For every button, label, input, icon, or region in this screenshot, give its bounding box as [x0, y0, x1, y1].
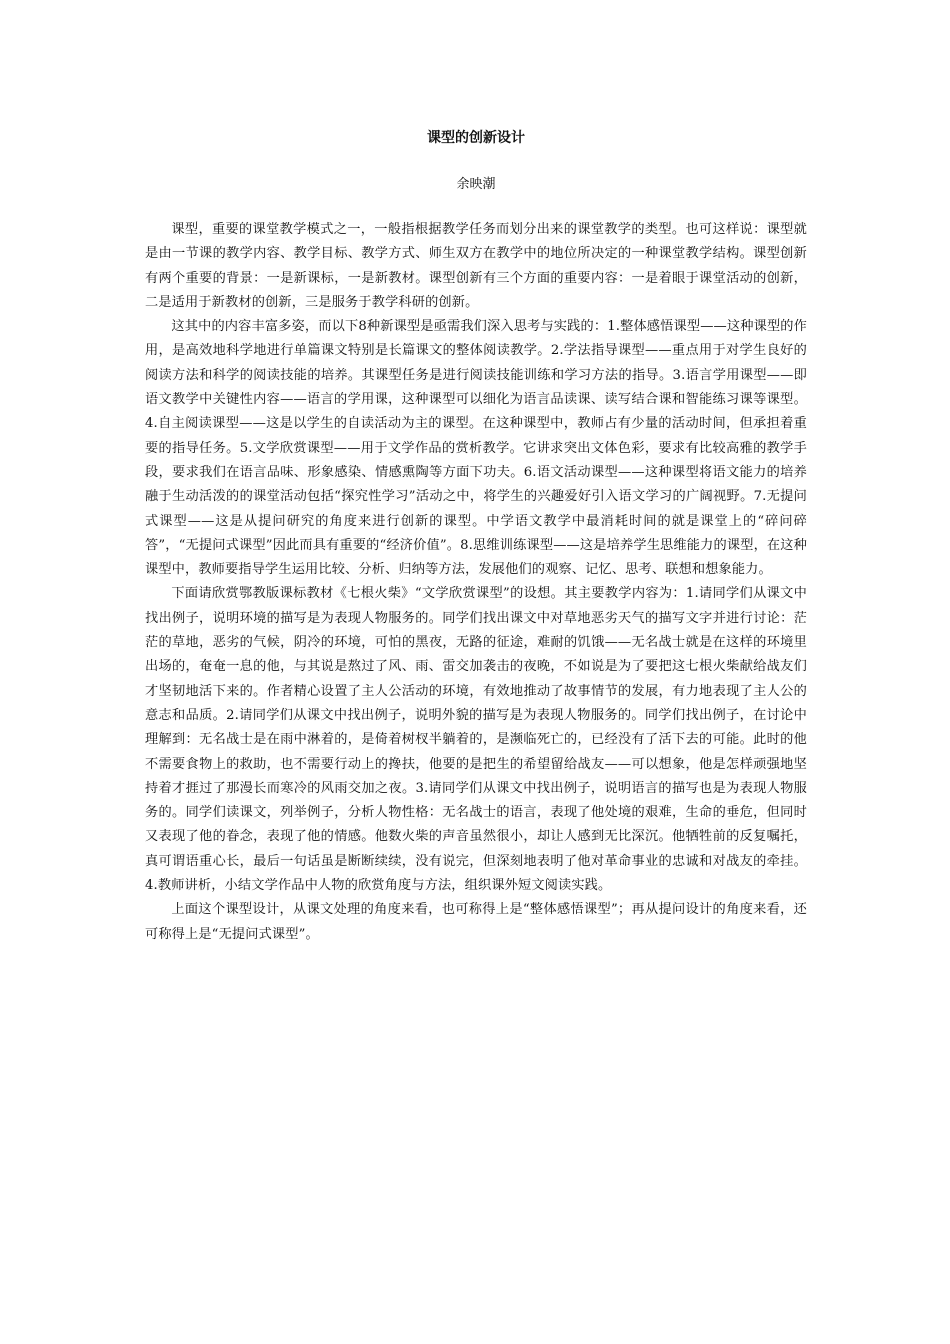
document-page: [145, 0, 807, 1344]
document-body: [145, 218, 807, 947]
paragraph-intro: 课型，重要的课堂教学模式之一，一般指根据教学任务而划分出来的课堂教学的类型。也可这样说：课型就是由一节课的教学内容、教学目标、教学方式、师生双方在教学中的地位所决定的一种课堂教学结构。课型创新有两个重要的背景：一是新课标，一是新教材。课型创新有三个方面的重要内容：一是着眼于课堂活动的创新，二是适用于新教材的创新，三是服务于教学科研的创新。: [145, 222, 807, 310]
document-author: 余映潮: [456, 177, 496, 192]
paragraph-eight-lesson-types: 这其中的内容丰富多姿，而以下8种新课型是亟需我们深入思考与实践的：1.整体感悟课型——这种课型的作用，是高效地科学地进行单篇课文特别是长篇课文的整体阅读教学。2.学法指导课型——重点用于对学生良好的阅读方法和科学的阅读技能的培养。其课型任务是进行阅读技能训练和学习方法的指导。3.语言学用课型——即语文教学中关键性内容——语言的学用课，这种课型可以细化为语言品读课、读写结合课和智能练习课等课型。4.自主阅读课型——这是以学生的自读活动为主的课型。在这种课型中，教师占有少量的活动时间，但承担着重要的指导任务。5.文学欣赏课型——用于文学作品的赏析教学。它讲求突出文体色彩，要求有比较高雅的教学手段，要求我们在语言品味、形象感染、情感熏陶等方面下功夫。6.语文活动课型——这种课型将语文能力的培养融于生动活泼的的课堂活动包括“探究性学习”活动之中，将学生的兴趣爱好引入语文学习的广阔视野。7.无提问式课型——这是从提问研究的角度来进行创新的课型。中学语文教学中最消耗时间的就是课堂上的“碎问碎答”，“无提问式课型”因此而具有重要的“经济价值”。8.思维训练课型——这是培养学生思维能力的课型，在这种课型中，教师要指导学生运用比较、分析、归纳等方法，发展他们的观察、记忆、思考、联想和想象能力。: [145, 319, 807, 578]
paragraph-conclusion: 上面这个课型设计，从课文处理的角度来看，也可称得上是“整体感悟课型”；再从提问设计的角度来看，还可称得上是“无提问式课型”。: [145, 902, 807, 942]
paragraph-example-design: 下面请欣赏鄂教版课标教材《七根火柴》“文学欣赏课型”的设想。其主要教学内容为：1.请同学们从课文中找出例子，说明环境的描写是为表现人物服务的。同学们找出课文中对草地恶劣天气的描写文字并进行讨论：茫茫的草地，恶劣的气候，阴冷的环境，可怕的黑夜，无路的征途，难耐的饥饿——无名战士就是在这样的环境里出场的，奄奄一息的他，与其说是熬过了风、雨、雷交加袭击的夜晚，不如说是为了要把这七根火柴献给战友们才坚韧地活下来的。作者精心设置了主人公活动的环境，有效地推动了故事情节的发展，有力地表现了主人公的意志和品质。2.请同学们从课文中找出例子，说明外貌的描写是为表现人物服务的。同学们找出例子，在讨论中理解到：无名战士是在雨中淋着的，是倚着树杈半躺着的，是濒临死亡的，已经没有了活下去的可能。此时的他不需要食物上的救助，也不需要行动上的搀扶，他要的是把生的希望留给战友——可以想象，他是怎样顽强地坚持着才捱过了那漫长而寒冷的风雨交加之夜。3.请同学们从课文中找出例子，说明语言的描写也是为表现人物服务的。同学们读课文，列举例子，分析人物性格：无名战士的语言，表现了他处境的艰难，生命的垂危，但同时又表现了他的眷念，表现了他的情感。他数火柴的声音虽然很小，却让人感到无比深沉。他牺牲前的反复嘱托，真可谓语重心长，最后一句话虽是断断续续，没有说完，但深刻地表明了他对革命事业的忠诚和对战友的牵挂。4.教师讲析，小结文学作品中人物的欣赏角度与方法，组织课外短文阅读实践。: [145, 586, 807, 894]
document-title: 课型的创新设计: [427, 130, 525, 146]
